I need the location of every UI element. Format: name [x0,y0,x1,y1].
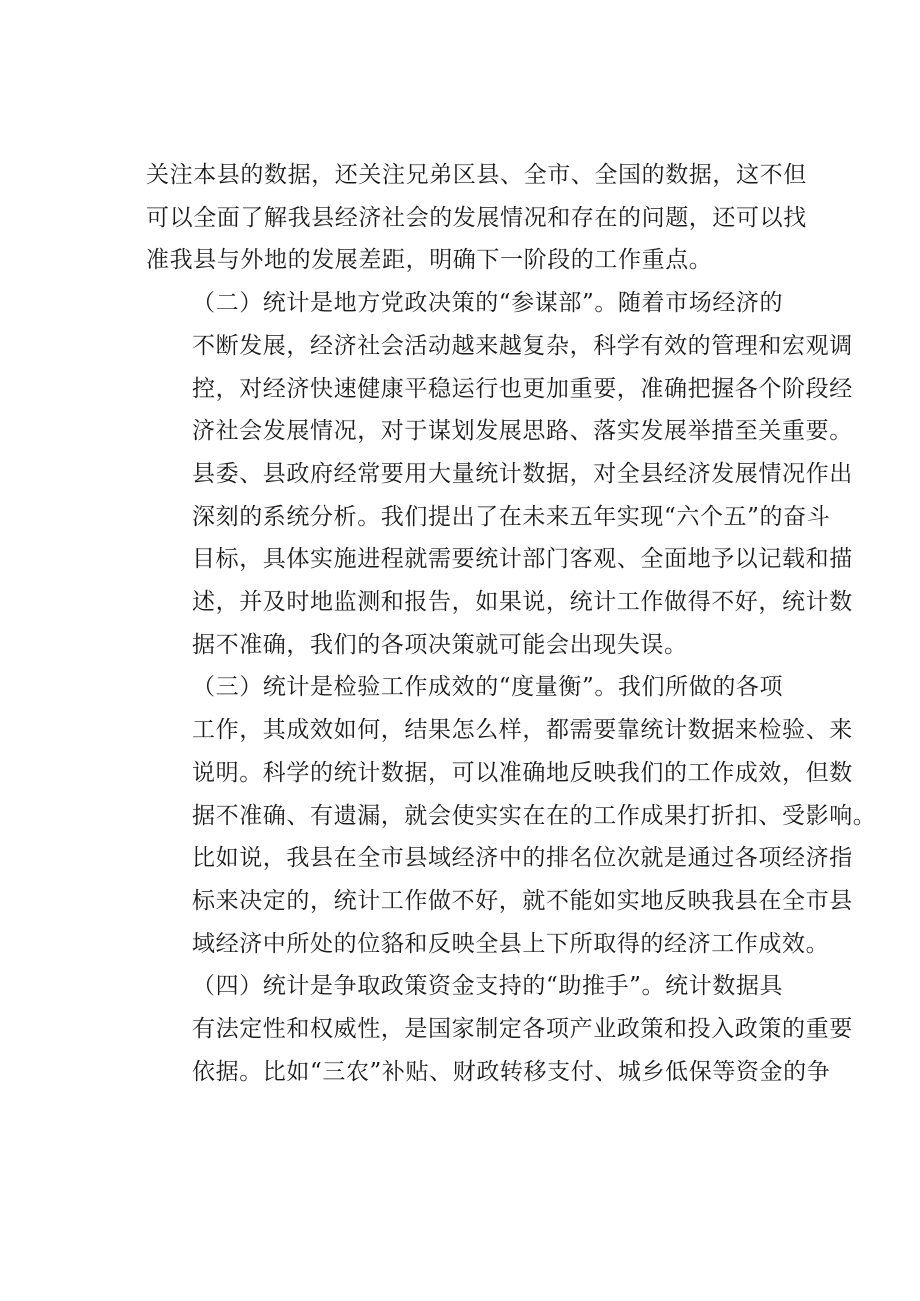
text-line: 控，对经济快速健康平稳运行也更加重要，准确把握各个阶段经 [192,375,853,402]
text-line: 不断发展，经济社会活动越来越复杂，科学有效的管理和宏观调 [192,332,853,359]
text-line: （四）统计是争取政策资金支持的“助推手”。统计数据具 [192,973,784,1000]
text-line: 有法定性和权威性，是国家制定各项产业政策和投入政策的重要 [192,1016,853,1043]
text-line: 据不准确、有遗漏，就会使实实在在的工作成果打折扣、受影响。 [192,802,877,829]
text-line: 深刻的系统分析。我们提出了在未来五年实现“六个五”的奋斗 [192,503,831,530]
text-line: 准我县与外地的发展差距，明确下一阶段的工作重点。 [146,247,713,274]
text-line: （二）统计是地方党政决策的“参谋部”。随着市场经济的 [192,290,784,317]
text-line: （三）统计是检验工作成效的“度量衡”。我们所做的各项 [192,674,784,701]
text-line: 关注本县的数据，还关注兄弟区县、全市、全国的数据，这不但 [146,162,807,188]
text-line: 域经济中所处的位貉和反映全县上下所取得的经济工作成效。 [192,930,830,957]
paragraph [146,282,853,666]
text-line: 标来决定的，统计工作做不好，就不能如实地反映我县在全市县 [192,887,853,914]
text-line: 工作，其成效如何，结果怎么样，都需要靠统计数据来检验、来 [192,717,853,744]
text-line: 济社会发展情况，对于谋划发展思路、落实发展举措至关重要。 [192,418,853,445]
paragraph [146,965,853,1093]
text-line: 说明。科学的统计数据，可以准确地反映我们的工作成效，但数 [192,759,853,786]
text-line: 县委、县政府经常要用大量统计数据，对全县经济发展情况作出 [192,460,853,487]
paragraph [146,666,877,965]
text-line: 据不准确，我们的各项决策就可能会出现失误。 [192,631,688,658]
text-line: 依据。比如“三农”补贴、财政转移支付、城乡低保等资金的争 [192,1058,831,1085]
text-line: 比如说，我县在全市县域经济中的排名位次就是通过各项经济指 [192,845,853,872]
text-line: 可以全面了解我县经济社会的发展情况和存在的问题，还可以找 [146,204,807,231]
text-line: 述，并及时地监测和报告，如果说，统计工作做得不好，统计数 [192,589,853,616]
document-body [146,154,877,1093]
text-line: 目标，具体实施进程就需要统计部门客观、全面地予以记载和描 [192,546,853,573]
paragraph [146,154,806,282]
